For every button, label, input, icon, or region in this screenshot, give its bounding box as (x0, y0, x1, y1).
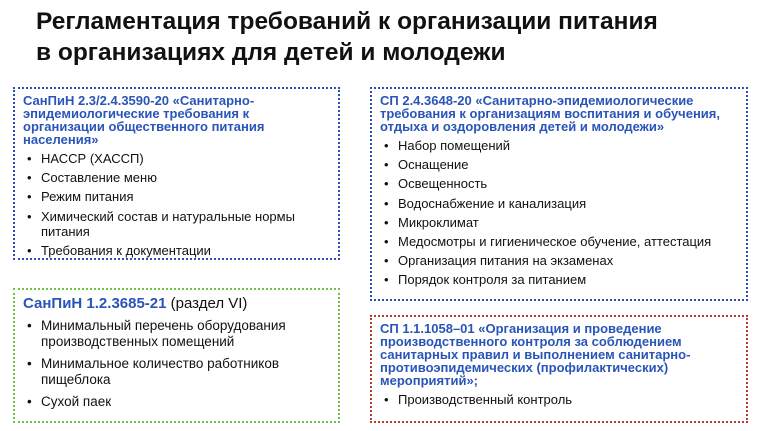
list-item: • Организация питания на экзаменах (380, 253, 738, 268)
sanpin-2-3-box (13, 87, 340, 260)
list-item: • Производственный контроль (380, 392, 738, 407)
sp-2-4-box (370, 87, 748, 301)
list-item: • Сухой паек (23, 394, 330, 410)
sanpin-1-2-list (23, 318, 330, 410)
list-item: • Требования к документации (23, 243, 330, 258)
list-item: • НАССР (ХАССП) (23, 151, 330, 166)
list-item: • Микроклимат (380, 215, 738, 230)
sp-2-4-heading: СП 2.4.3648-20 «Санитарно-эпидемиологические требования к организациям воспитания и обучения, отдыха и оздоровления детей и молодежи» (380, 93, 720, 134)
list-item: • Водоснабжение и канализация (380, 196, 738, 211)
sp-1-1-heading: СП 1.1.1058–01 «Организация и проведение производственного контроля за соблюдением санитарных правил и выполнением санитарно-противоэпидемических (профилактических) мероприятий»; (380, 321, 691, 388)
list-item: • Набор помещений (380, 138, 738, 153)
list-item: • Химический состав и натуральные нормы питания (23, 209, 330, 239)
sanpin-1-2-heading (23, 295, 330, 313)
sp-1-1-list (380, 392, 738, 407)
sp-1-1-box (370, 315, 748, 423)
sanpin-1-2-section: (раздел VI) (166, 295, 248, 312)
sanpin-1-2-code: СанПиН 1.2.3685-21 (23, 295, 167, 312)
list-item: • Минимальное количество работников пищеблока (23, 356, 330, 388)
list-item: • Оснащение (380, 157, 738, 172)
list-item: • Порядок контроля за питанием (380, 272, 738, 287)
title-line-2: в организациях для детей и молодежи (36, 39, 506, 66)
list-item: • Медосмотры и гигиеническое обучение, аттестация (380, 234, 738, 249)
list-item: • Освещенность (380, 176, 738, 191)
list-item: • Составление меню (23, 170, 330, 185)
sanpin-1-2-box (13, 288, 340, 423)
list-item: • Режим питания (23, 189, 330, 204)
page-title (36, 6, 736, 68)
sp-2-4-list (380, 138, 738, 287)
title-line-1: Регламентация требований к организации питания (36, 8, 658, 35)
sanpin-2-3-list (23, 151, 330, 258)
list-item: • Минимальный перечень оборудования производственных помещений (23, 318, 330, 350)
sanpin-2-3-heading: СанПиН 2.3/2.4.3590-20 «Санитарно-эпидемиологические требования к организации общественного питания населения» (23, 93, 265, 147)
